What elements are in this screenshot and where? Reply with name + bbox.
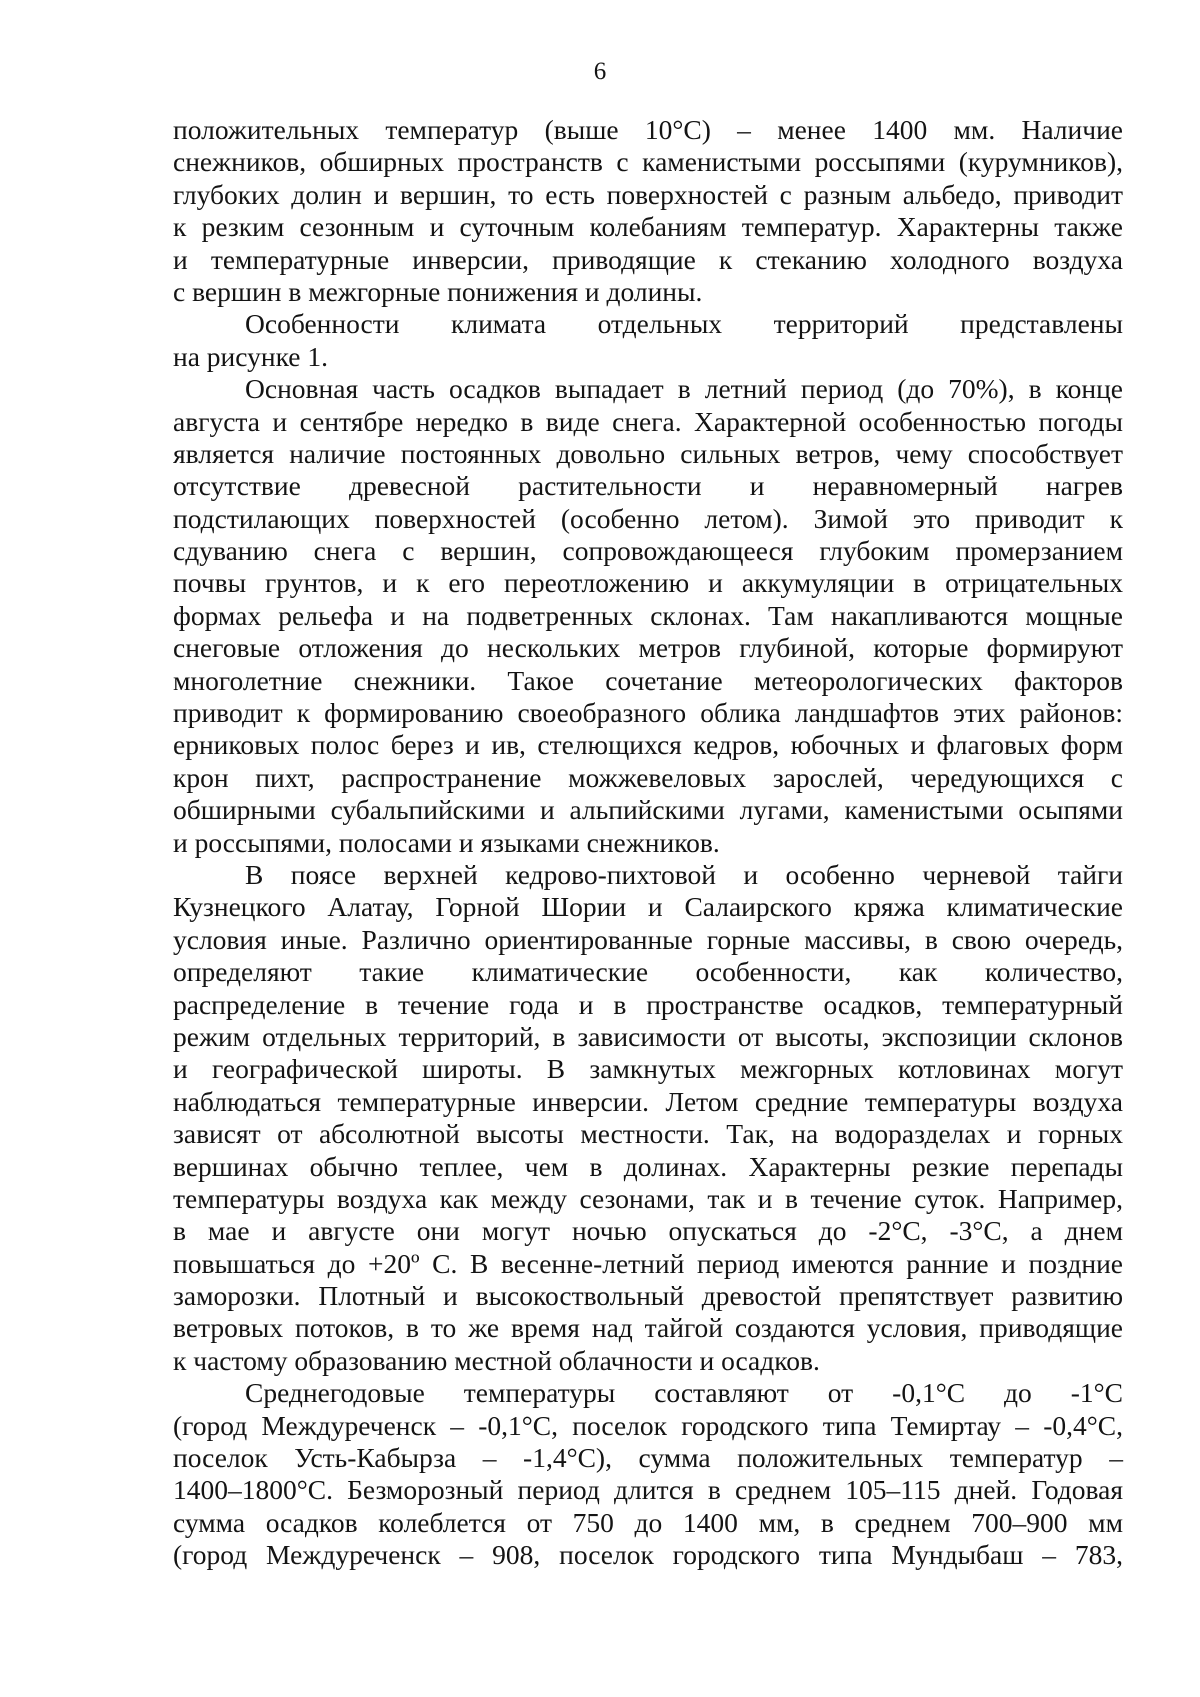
- paragraph: [173, 373, 1123, 859]
- text-line: глубоких долин и вершин, то есть поверхностей с разным альбедо, приводит: [173, 178, 1123, 210]
- text-line: наблюдаться температурные инверсии. Летом средние температуры воздуха: [173, 1085, 1123, 1117]
- text-line: 1400–1800°С. Безморозный период длится в среднем 105–115 дней. Годовая: [173, 1474, 1123, 1506]
- paragraph: [173, 308, 1123, 373]
- text-line: крон пихт, распространение можжевеловых зарослей, чередующихся с: [173, 761, 1123, 793]
- text-line: сдуванию снега с вершин, сопровождающееся глубоким промерзанием: [173, 535, 1123, 567]
- text-line: определяют такие климатические особенности, как количество,: [173, 956, 1123, 988]
- paragraph: [173, 114, 1123, 308]
- text-line: (город Междуреченск – -0,1°С, поселок городского типа Темиртау – -0,4°С,: [173, 1409, 1123, 1441]
- text-line: положительных температур (выше 10°С) – менее 1400 мм. Наличие: [173, 114, 1123, 145]
- text-line: снеговые отложения до нескольких метров глубиной, которые формируют: [173, 632, 1123, 664]
- text-line: обширными субальпийскими и альпийскими лугами, каменистыми осыпями: [173, 794, 1123, 826]
- text-line: на рисунке 1.: [173, 340, 328, 372]
- text-line: температуры воздуха как между сезонами, так и в течение суток. Например,: [173, 1182, 1123, 1214]
- text-line: Кузнецкого Алатау, Горной Шории и Салаирского кряжа климатические: [173, 891, 1123, 923]
- text-line: в мае и августе они могут ночью опускаться до -2°С, -3°С, а днем: [173, 1215, 1123, 1247]
- text-line: условия иные. Различно ориентированные горные массивы, в свою очередь,: [173, 923, 1123, 955]
- text-line: ерниковых полос берез и ив, стелющихся кедров, юбочных и флаговых форм: [173, 729, 1123, 761]
- text-line: приводит к формированию своеобразного облика ландшафтов этих районов:: [173, 697, 1123, 729]
- text-line: режим отдельных территорий, в зависимости от высоты, экспозиции склонов: [173, 1020, 1123, 1052]
- text-line: повышаться до +20º С. В весенне-летний период имеются ранние и поздние: [173, 1247, 1123, 1279]
- text-line: и температурные инверсии, приводящие к стеканию холодного воздуха: [173, 243, 1123, 275]
- paragraph: [173, 1377, 1123, 1571]
- text-line: многолетние снежники. Такое сочетание метеорологических факторов: [173, 664, 1123, 696]
- text-line: к резким сезонным и суточным колебаниям температур. Характерны также: [173, 211, 1123, 243]
- text-line: подстилающих поверхностей (особенно летом). Зимой это приводит к: [173, 502, 1123, 534]
- text-line: ветровых потоков, в то же время над тайгой создаются условия, приводящие: [173, 1312, 1123, 1344]
- text-line: Основная часть осадков выпадает в летний период (до 70%), в конце: [245, 373, 1123, 405]
- paragraph: [173, 859, 1123, 1377]
- text-line: (город Междуреченск – 908, поселок городского типа Мундыбаш – 783,: [173, 1539, 1123, 1571]
- text-line: является наличие постоянных довольно сильных ветров, чему способствует: [173, 437, 1123, 469]
- text-line: формах рельефа и на подветренных склонах. Там накапливаются мощные: [173, 599, 1123, 631]
- text-line: отсутствие древесной растительности и неравномерный нагрев: [173, 470, 1123, 502]
- text-line: снежников, обширных пространств с каменистыми россыпями (курумников),: [173, 146, 1123, 178]
- text-line: поселок Усть-Кабырза – -1,4°С), сумма положительных температур –: [173, 1442, 1123, 1474]
- text-line: и россыпями, полосами и языками снежников.: [173, 826, 720, 858]
- text-line: и географической широты. В замкнутых межгорных котловинах могут: [173, 1053, 1123, 1085]
- text-line: почвы грунтов, и к его переотложению и аккумуляции в отрицательных: [173, 567, 1123, 599]
- text-line: сумма осадков колеблется от 750 до 1400 мм, в среднем 700–900 мм: [173, 1506, 1123, 1538]
- text-line: к частому образованию местной облачности и осадков.: [173, 1344, 820, 1376]
- text-line: распределение в течение года и в пространстве осадков, температурный: [173, 988, 1123, 1020]
- text-line: августа и сентябре нередко в виде снега. Характерной особенностью погоды: [173, 405, 1123, 437]
- text-line: заморозки. Плотный и высокоствольный древостой препятствует развитию: [173, 1280, 1123, 1312]
- text-line: зависят от абсолютной высоты местности. Так, на водоразделах и горных: [173, 1118, 1123, 1150]
- text-line: Среднегодовые температуры составляют от -0,1°С до -1°С: [245, 1377, 1123, 1409]
- page-number: 6: [593, 58, 607, 85]
- text-line: В поясе верхней кедрово-пихтовой и особенно черневой тайги: [245, 858, 1123, 890]
- text-line: с вершин в межгорные понижения и долины.: [173, 275, 703, 307]
- text-line: Особенности климата отдельных территорий представлены: [245, 308, 1123, 340]
- text-line: вершинах обычно теплее, чем в долинах. Характерны резкие перепады: [173, 1150, 1123, 1182]
- document-body: [173, 114, 1123, 1572]
